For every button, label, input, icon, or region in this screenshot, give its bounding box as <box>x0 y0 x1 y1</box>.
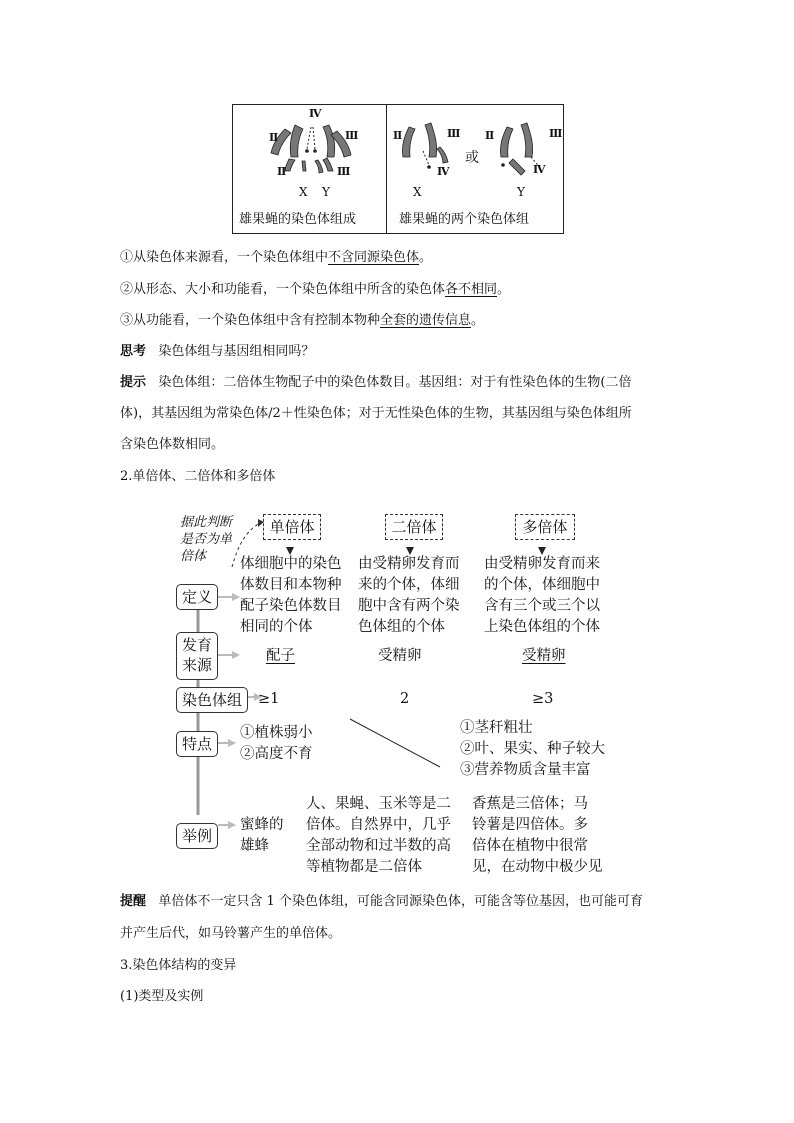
set2-label-iii: Ⅲ <box>549 127 563 140</box>
origin-diploid: 受精卵 <box>378 648 422 664</box>
def-diploid-3: 胞中含有两个染 <box>358 598 460 614</box>
header-diploid: 二倍体 <box>385 514 443 540</box>
row-label-origin <box>176 632 218 680</box>
def-haploid-3: 配子染色体数目 <box>240 598 342 614</box>
example-polyploid-3: 倍体在植物中很常 <box>472 838 588 854</box>
example-haploid <box>240 815 284 857</box>
point-1 <box>120 248 432 268</box>
example-diploid-2: 倍体。自然界中，几乎 <box>306 817 451 833</box>
definition-polyploid <box>484 554 600 638</box>
def-polyploid-2: 的个体，体细胞中 <box>484 577 600 593</box>
reminder-line-2: 并产生后代，如马铃薯产生的单倍体。 <box>120 926 342 941</box>
chromosome-label-iii-right: Ⅲ <box>345 129 359 142</box>
caption-left: 雄果蝇的染色体组成 <box>239 212 357 227</box>
hint-line-1 <box>120 373 632 393</box>
chromosome-figure <box>232 104 564 234</box>
def-polyploid-4: 上染色体组的个体 <box>484 619 600 635</box>
section-2-heading: 2.单倍体、二倍体和多倍体 <box>120 469 276 484</box>
note-line-1: 据此判断 <box>180 515 233 530</box>
def-diploid-4: 色体组的个体 <box>358 619 445 635</box>
set1-label-iii: Ⅲ <box>447 127 461 140</box>
header-polyploid: 多倍体 <box>515 514 575 540</box>
point-1-text: ①从染色体来源看，一个染色体组中 <box>120 250 329 265</box>
count-haploid: ≥1 <box>258 691 280 707</box>
chromosome-label-y: Y <box>322 185 330 199</box>
think-text: 染色体组与基因组相同吗？ <box>158 344 315 359</box>
set1-label-ii: Ⅱ <box>393 129 403 142</box>
chromosome-label-ii-left: Ⅱ <box>269 131 279 144</box>
def-polyploid-1: 由受精卵发育而来 <box>484 556 600 572</box>
example-polyploid-4: 见，在动物中极少见 <box>472 859 603 875</box>
hint-label: 提示 <box>120 375 147 390</box>
features-haploid <box>240 723 313 765</box>
feature-polyploid-3: ③营养物质含量丰富 <box>460 762 591 778</box>
hint-text-1: 染色体组：二倍体生物配子中的染色体数目。基因组：对于有性染色体的生物(二倍 <box>158 375 632 390</box>
note-line-3: 倍体 <box>180 549 207 564</box>
judgement-note <box>180 514 232 565</box>
think-line <box>120 342 314 362</box>
point-3-end: 。 <box>471 313 485 328</box>
set2-label-ii: Ⅱ <box>485 129 495 142</box>
origin-haploid: 配子 <box>266 648 295 664</box>
chromosome-label-iii-lower: Ⅲ <box>337 165 351 178</box>
example-diploid-1: 人、果蝇、玉米等是二 <box>306 796 451 812</box>
origin-label-2: 来源 <box>181 656 212 674</box>
row-label-examples: 举例 <box>176 823 218 849</box>
def-haploid-2: 体数目和本物种 <box>240 577 342 593</box>
origin-polyploid: 受精卵 <box>522 648 566 664</box>
point-1-key: 不含同源染色体 <box>328 250 420 265</box>
def-polyploid-3: 含有三个或三个以 <box>484 598 600 614</box>
note-line-2: 是否为单 <box>180 532 233 547</box>
set1-label-iv: Ⅳ <box>437 165 450 178</box>
example-polyploid-2: 铃薯是四倍体。多 <box>472 817 588 833</box>
point-3 <box>120 311 484 331</box>
hint-line-3: 含染色体数相同。 <box>120 437 225 452</box>
header-haploid: 单倍体 <box>263 514 321 540</box>
definition-haploid <box>240 554 342 638</box>
row-label-features: 特点 <box>176 731 218 757</box>
reminder-text-1: 单倍体不一定只含 1 个染色体组，可能含同源染色体，可能含等位基因，也可能可育 <box>158 894 643 909</box>
example-polyploid <box>472 794 603 878</box>
male-fly-chromosome-set-drawing <box>233 105 386 205</box>
def-diploid-2: 来的个体，体细 <box>358 577 460 593</box>
row-label-definition: 定义 <box>176 584 218 610</box>
def-haploid-1: 体细胞中的染色 <box>240 556 342 572</box>
feature-haploid-2: ②高度不育 <box>240 746 313 762</box>
example-diploid <box>306 794 451 878</box>
point-3-key: 全套的遗传信息 <box>380 313 472 328</box>
think-label: 思考 <box>120 344 147 359</box>
reminder-label: 提醒 <box>120 894 147 909</box>
count-diploid: 2 <box>400 691 410 707</box>
point-1-end: 。 <box>419 250 433 265</box>
example-haploid-1: 蜜蜂的 <box>240 817 284 833</box>
reminder-line-1 <box>120 892 643 912</box>
count-polyploid: ≥3 <box>532 691 554 707</box>
example-haploid-2: 雄蜂 <box>240 838 269 854</box>
chromosome-label-iv: Ⅳ <box>309 107 322 120</box>
hint-line-2: 体)，其基因组为常染色体/2＋性染色体；对于无性染色体的生物，其基因组与染色体组所 <box>120 406 632 421</box>
point-2-text: ②从形态、大小和功能看，一个染色体组中所含的染色体 <box>120 282 446 297</box>
point-2 <box>120 280 510 300</box>
feature-haploid-1: ①植株弱小 <box>240 725 313 741</box>
def-haploid-4: 相同的个体 <box>240 619 313 635</box>
caption-right: 雄果蝇的两个染色体组 <box>399 212 530 227</box>
point-2-key: 各不相同 <box>445 282 498 297</box>
chromosome-label-x: X <box>299 185 308 199</box>
example-polyploid-1: 香蕉是三倍体；马 <box>472 796 588 812</box>
section-3-heading: 3.染色体结构的变异 <box>120 958 237 973</box>
set2-label-iv: Ⅳ <box>533 163 546 176</box>
set2-label-y: Y <box>517 185 525 199</box>
def-diploid-1: 由受精卵发育而 <box>358 556 460 572</box>
point-2-end: 。 <box>497 282 511 297</box>
row-label-chromosome-sets: 染色体组 <box>176 687 248 713</box>
origin-label-1: 发育 <box>181 636 212 654</box>
feature-polyploid-1: ①茎秆粗壮 <box>460 720 533 736</box>
feature-polyploid-2: ②叶、果实、种子较大 <box>460 741 605 757</box>
chromosome-label-ii-lower: Ⅱ <box>277 165 287 178</box>
features-polyploid <box>460 718 605 781</box>
definition-diploid <box>358 554 460 638</box>
subsection-1-heading: (1)类型及实例 <box>120 989 204 1004</box>
or-label: 或 <box>465 150 479 166</box>
example-diploid-3: 全部动物和过半数的高 <box>306 838 451 854</box>
set1-label-x: X <box>413 185 422 199</box>
example-diploid-4: 等植物都是二倍体 <box>306 859 422 875</box>
point-3-text: ③从功能看，一个染色体组中含有控制本物种 <box>120 313 381 328</box>
